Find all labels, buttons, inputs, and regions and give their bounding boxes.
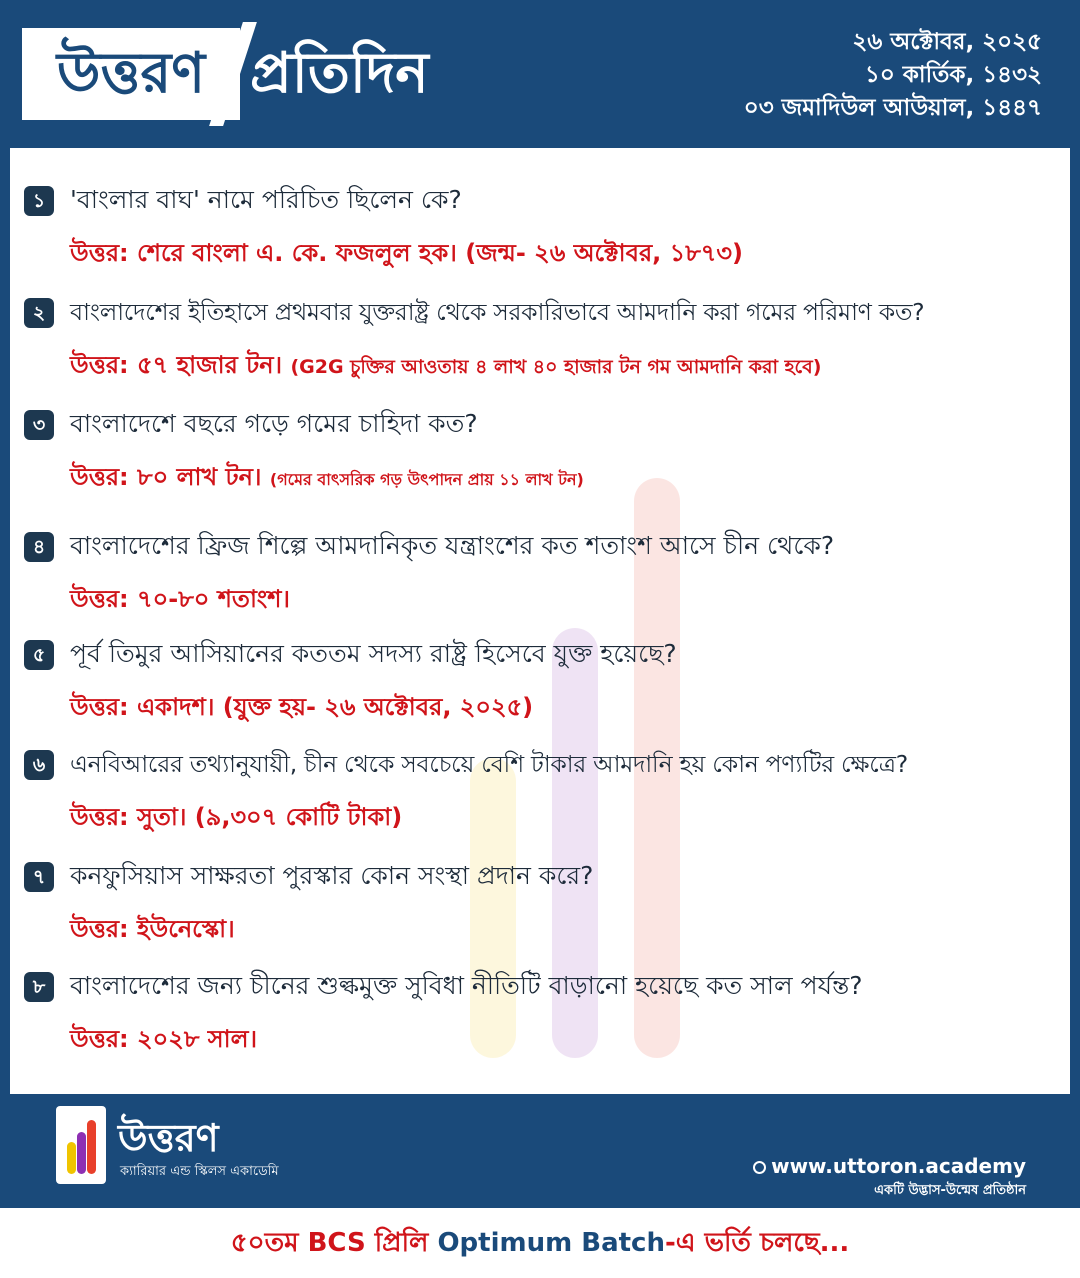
brand-left: উত্তরণ — [56, 41, 206, 106]
date-block — [744, 26, 1042, 125]
question-7: কনফুসিয়াস সাক্ষরতা পুরস্কার কোন সংস্থা প্রদান করে? — [70, 861, 594, 890]
qa-item-3 — [10, 398, 1070, 491]
logo-tagline: ক্যারিয়ার এন্ড স্কিলস একাডেমি — [120, 1164, 279, 1179]
question-number-5: ৫ — [24, 640, 54, 670]
question-number-7: ৭ — [24, 862, 54, 892]
answer-6: উত্তর: সুতা। (৯,৩০৭ কোটি টাকা) — [70, 803, 403, 831]
qa-item-7 — [10, 850, 1070, 943]
question-4: বাংলাদেশের ফ্রিজ শিল্পে আমদানিকৃত যন্ত্রাংশের কত শতাংশ আসে চীন থেকে? — [70, 531, 835, 560]
answer-8: উত্তর: ২০২৮ সাল। — [70, 1025, 258, 1053]
logo-name: উত্তরণ — [118, 1116, 219, 1160]
english-date: ২৬ অক্টোবর, ২০২৫ — [852, 29, 1042, 55]
question-5: পূর্ব তিমুর আসিয়ানের কততম সদস্য রাষ্ট্র হিসেবে যুক্ত হয়েছে? — [70, 639, 677, 668]
qa-item-5 — [10, 628, 1070, 721]
globe-icon — [753, 1161, 766, 1174]
qa-item-4 — [10, 520, 1070, 613]
logo-icon — [56, 1106, 106, 1184]
question-number-2: ২ — [24, 298, 54, 328]
question-number-8: ৮ — [24, 972, 54, 1002]
question-1: 'বাংলার বাঘ' নামে পরিচিত ছিলেন কে? — [70, 185, 462, 214]
answer-3: উত্তর: ৮০ লাখ টন। (গমের বাৎসরিক গড় উৎপাদন প্রায় ১১ লাখ টন) — [70, 463, 584, 491]
question-6: এনবিআরের তথ্যানুযায়ী, চীন থেকে সবচেয়ে বেশি টাকার আমদানি হয় কোন পণ্যটির ক্ষেত্রে? — [70, 750, 908, 778]
answer-2: উত্তর: ৫৭ হাজার টন। (G2G চুক্তির আওতায় ৪ লাখ ৪০ হাজার টন গম আমদানি করা হবে) — [70, 351, 822, 379]
header — [0, 0, 1080, 148]
qa-item-1 — [10, 174, 1070, 267]
admission-banner[interactable] — [0, 1208, 1080, 1278]
qa-item-2 — [10, 286, 1070, 379]
qa-item-8 — [10, 960, 1070, 1053]
brand-right: প্রতিদিন — [250, 41, 429, 106]
qa-panel — [10, 148, 1070, 1094]
banner-batch: ৫০তম BCS প্রিলি — [230, 1228, 429, 1258]
question-2: বাংলাদেশের ইতিহাসে প্রথমবার যুক্তরাষ্ট্র থেকে সরকারিভাবে আমদানি করা গমের পরিমাণ কত? — [70, 298, 925, 326]
question-3: বাংলাদেশে বছরে গড়ে গমের চাহিদা কত? — [70, 409, 478, 438]
banner-optimum: Optimum Batch — [437, 1228, 665, 1258]
question-number-1: ১ — [24, 186, 54, 216]
question-number-6: ৬ — [24, 750, 54, 780]
answer-7: উত্তর: ইউনেস্কো। — [70, 915, 235, 943]
question-number-3: ৩ — [24, 410, 54, 440]
hijri-date: ০৩ জমাদিউল আউয়াল, ১৪৪৭ — [743, 95, 1042, 121]
answer-1: উত্তর: শেরে বাংলা এ. কে. ফজলুল হক। (জন্ম- ২৬ অক্টোবর, ১৮৭৩) — [70, 239, 743, 267]
bengali-date: ১০ কার্তিক, ১৪৩২ — [864, 62, 1042, 88]
qa-item-6 — [10, 738, 1070, 831]
website-link[interactable]: www.uttoron.academy — [753, 1154, 1026, 1178]
question-8: বাংলাদেশের জন্য চীনের শুল্কমুক্ত সুবিধা নীতিটি বাড়ানো হয়েছে কত সাল পর্যন্ত? — [70, 971, 863, 1000]
answer-4: উত্তর: ৭০-৮০ শতাংশ। — [70, 585, 291, 613]
slogan: একটি উদ্ভাস-উন্মেষ প্রতিষ্ঠান — [874, 1183, 1026, 1198]
banner-admission: -এ ভর্তি চলছে... — [664, 1228, 850, 1258]
footer — [0, 1094, 1080, 1208]
answer-5: উত্তর: একাদশ। (যুক্ত হয়- ২৬ অক্টোবর, ২০২৫) — [70, 693, 534, 721]
question-number-4: ৪ — [24, 532, 54, 562]
